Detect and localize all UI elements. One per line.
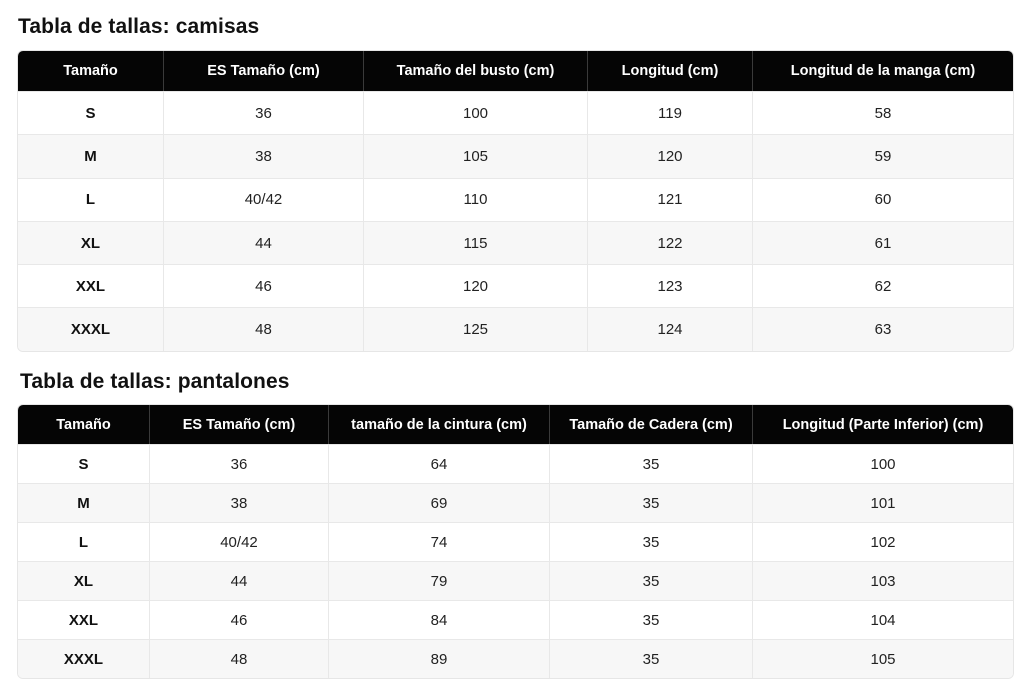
length-cell: 105	[753, 639, 1013, 678]
bust-cell: 100	[364, 91, 588, 134]
hip-cell: 35	[550, 444, 753, 483]
length-cell: 119	[588, 91, 753, 134]
table-row	[18, 91, 1013, 134]
length-cell: 121	[588, 178, 753, 221]
size-cell: XXXL	[18, 307, 164, 350]
size-cell: XL	[18, 221, 164, 264]
shirts-size-chart-title: Tabla de tallas: camisas	[18, 15, 260, 38]
column-header-waist: tamaño de la cintura (cm)	[329, 405, 550, 444]
hip-cell: 35	[550, 483, 753, 522]
column-header-size: Tamaño	[18, 405, 150, 444]
table-row	[18, 221, 1013, 264]
column-header-inseam-length: Longitud (Parte Inferior) (cm)	[753, 405, 1013, 444]
waist-cell: 79	[329, 561, 550, 600]
length-cell: 102	[753, 522, 1013, 561]
sleeve-length-cell: 63	[753, 307, 1013, 350]
es-size-cell: 40/42	[164, 178, 364, 221]
sleeve-length-cell: 61	[753, 221, 1013, 264]
es-size-cell: 46	[164, 264, 364, 307]
waist-cell: 74	[329, 522, 550, 561]
size-cell: XXL	[18, 264, 164, 307]
table-row	[18, 134, 1013, 177]
es-size-cell: 36	[164, 91, 364, 134]
es-size-cell: 44	[150, 561, 329, 600]
hip-cell: 35	[550, 522, 753, 561]
size-cell: XL	[18, 561, 150, 600]
size-cell: M	[18, 483, 150, 522]
length-cell: 122	[588, 221, 753, 264]
column-header-bust: Tamaño del busto (cm)	[364, 51, 588, 91]
pants-size-chart-title: Tabla de tallas: pantalones	[20, 370, 290, 393]
table-row	[18, 307, 1013, 350]
hip-cell: 35	[550, 639, 753, 678]
length-cell: 100	[753, 444, 1013, 483]
es-size-cell: 44	[164, 221, 364, 264]
es-size-cell: 38	[150, 483, 329, 522]
table-row	[18, 444, 1013, 483]
size-cell: S	[18, 91, 164, 134]
column-header-size: Tamaño	[18, 51, 164, 91]
sleeve-length-cell: 62	[753, 264, 1013, 307]
bust-cell: 120	[364, 264, 588, 307]
column-header-sleeve-length: Longitud de la manga (cm)	[753, 51, 1013, 91]
size-cell: XXL	[18, 600, 150, 639]
table-row	[18, 522, 1013, 561]
es-size-cell: 38	[164, 134, 364, 177]
size-cell: M	[18, 134, 164, 177]
shirts-size-table	[17, 50, 1014, 352]
column-header-length: Longitud (cm)	[588, 51, 753, 91]
length-cell: 124	[588, 307, 753, 350]
table-row	[18, 483, 1013, 522]
waist-cell: 64	[329, 444, 550, 483]
column-header-hip: Tamaño de Cadera (cm)	[550, 405, 753, 444]
table-row	[18, 178, 1013, 221]
sleeve-length-cell: 59	[753, 134, 1013, 177]
length-cell: 103	[753, 561, 1013, 600]
hip-cell: 35	[550, 600, 753, 639]
table-row	[18, 264, 1013, 307]
column-header-es-size: ES Tamaño (cm)	[150, 405, 329, 444]
length-cell: 101	[753, 483, 1013, 522]
table-header-row	[18, 51, 1013, 91]
waist-cell: 84	[329, 600, 550, 639]
length-cell: 123	[588, 264, 753, 307]
sleeve-length-cell: 58	[753, 91, 1013, 134]
bust-cell: 110	[364, 178, 588, 221]
length-cell: 120	[588, 134, 753, 177]
bust-cell: 105	[364, 134, 588, 177]
es-size-cell: 46	[150, 600, 329, 639]
bust-cell: 125	[364, 307, 588, 350]
es-size-cell: 48	[164, 307, 364, 350]
size-cell: S	[18, 444, 150, 483]
table-row	[18, 639, 1013, 678]
es-size-cell: 36	[150, 444, 329, 483]
size-cell: L	[18, 522, 150, 561]
waist-cell: 89	[329, 639, 550, 678]
sleeve-length-cell: 60	[753, 178, 1013, 221]
size-cell: L	[18, 178, 164, 221]
es-size-cell: 48	[150, 639, 329, 678]
waist-cell: 69	[329, 483, 550, 522]
table-row	[18, 561, 1013, 600]
length-cell: 104	[753, 600, 1013, 639]
hip-cell: 35	[550, 561, 753, 600]
column-header-es-size: ES Tamaño (cm)	[164, 51, 364, 91]
table-row	[18, 600, 1013, 639]
table-header-row	[18, 405, 1013, 444]
size-cell: XXXL	[18, 639, 150, 678]
bust-cell: 115	[364, 221, 588, 264]
es-size-cell: 40/42	[150, 522, 329, 561]
pants-size-table	[17, 404, 1014, 679]
